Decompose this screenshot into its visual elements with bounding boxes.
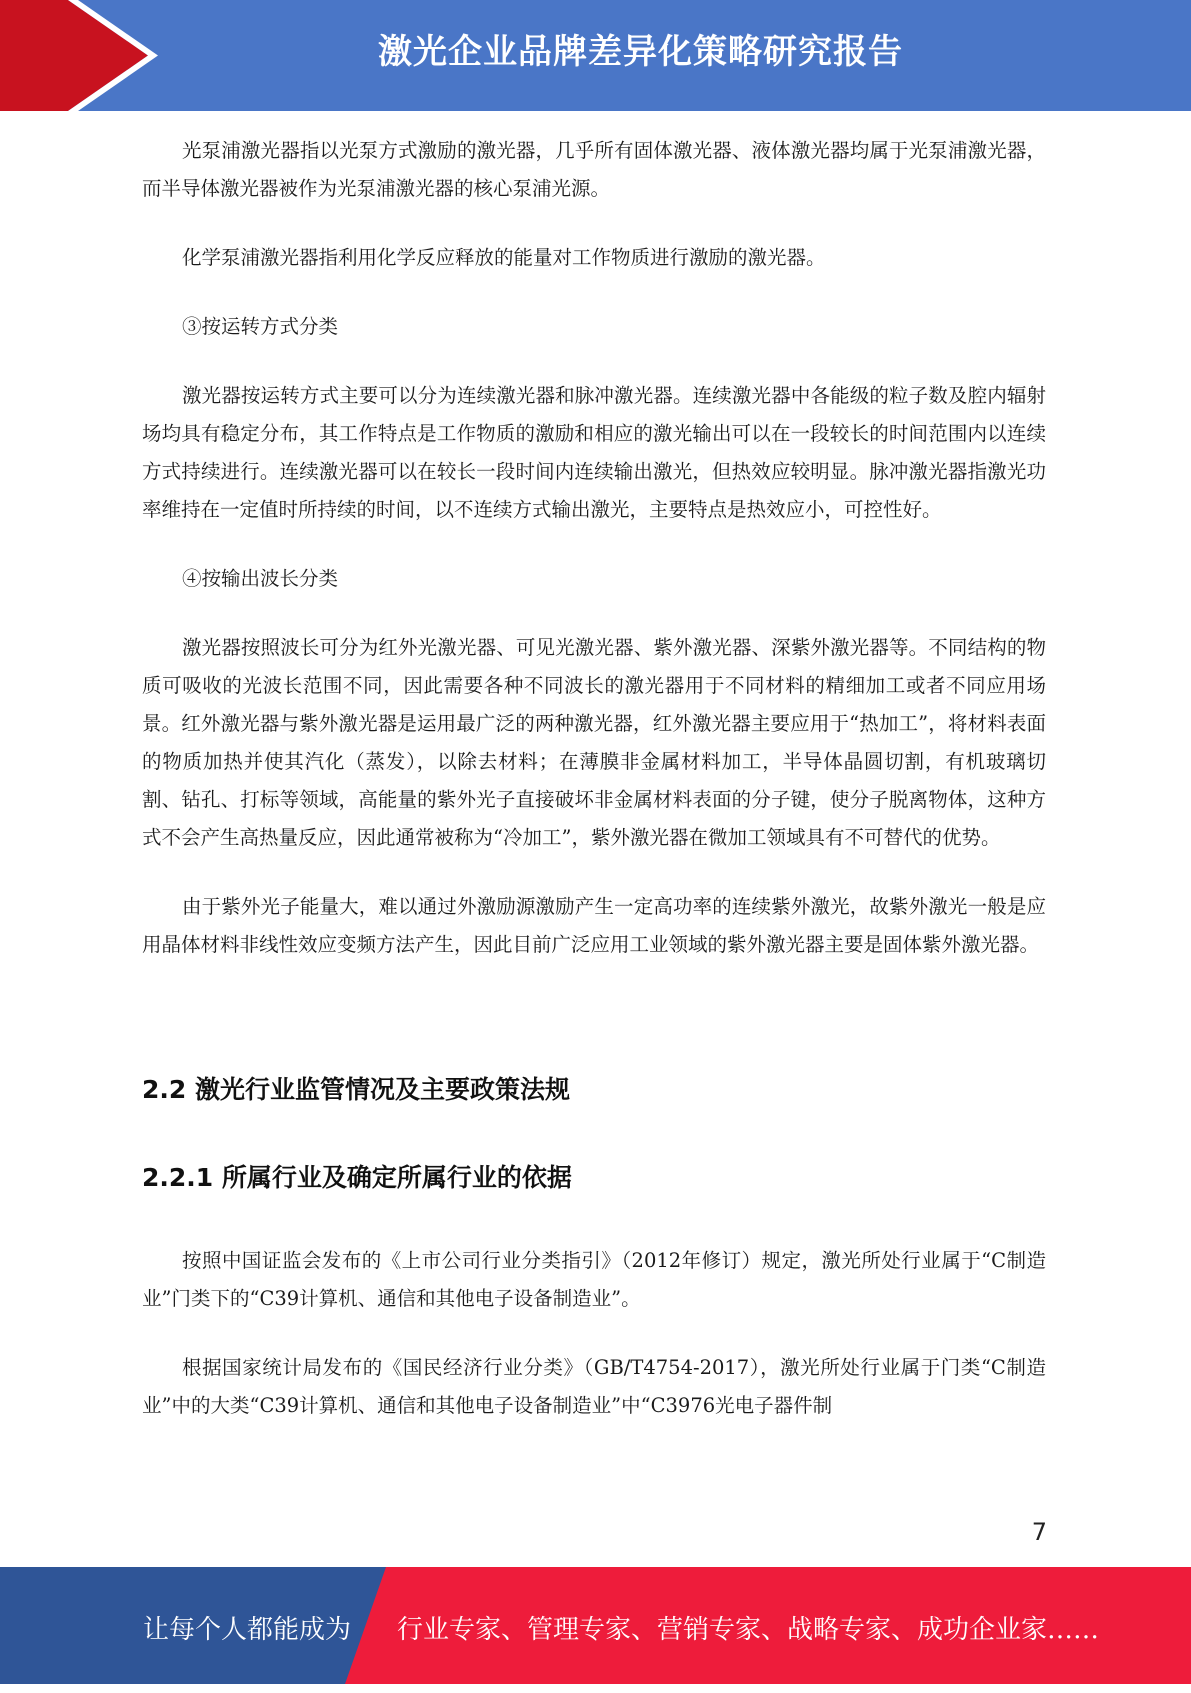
footer-slogan-left: 让每个人都能成为 — [143, 1615, 352, 1645]
page-header — [0, 0, 1191, 111]
footer-slogan-right: 行业专家、管理专家、营销专家、战略专家、成功企业家…… — [397, 1615, 1100, 1645]
list-item-wavelength: ④按输出波长分类 — [182, 567, 339, 590]
header-arrow-decoration — [0, 0, 160, 111]
list-item-operation-mode: ③按运转方式分类 — [182, 315, 339, 338]
paragraph-operation-mode: 激光器按运转方式主要可以分为连续激光器和脉冲激光器。连续激光器中各能级的粒子数及腔内辐射场均具有稳定分布，其工作特点是工作物质的激励和相应的激光输出可以在一段较长的时间范围内以连续方式持续进行。连续激光器可以在较长一段时间内连续输出激光，但热效应较明显。脉冲激光器指激光功率维持在一定值时所持续的时间，以不连续方式输出激光，主要特点是热效应小，可控性好。 — [142, 384, 1046, 521]
report-title: 激光企业品牌差异化策略研究报告 — [378, 32, 903, 72]
paragraph-csrc-classification: 按照中国证监会发布的《上市公司行业分类指引》（2012年修订）规定，激光所处行业属于“C制造业”门类下的“C39计算机、通信和其他电子设备制造业”。 — [142, 1249, 1046, 1310]
paragraph-optical-pumping: 光泵浦激光器指以光泵方式激励的激光器，几乎所有固体激光器、液体激光器均属于光泵浦激光器，而半导体激光器被作为光泵浦激光器的核心泵浦光源。 — [142, 139, 1046, 200]
section-heading-2-2: 2.2 激光行业监管情况及主要政策法规 — [142, 1075, 570, 1104]
paragraph-chemical-pumping: 化学泵浦激光器指利用化学反应释放的能量对工作物质进行激励的激光器。 — [182, 246, 826, 269]
document-body — [142, 132, 1046, 1425]
section-heading-2-2-1: 2.2.1 所属行业及确定所属行业的依据 — [142, 1163, 572, 1192]
paragraph-wavelength: 激光器按照波长可分为红外光激光器、可见光激光器、紫外激光器、深紫外激光器等。不同结构的物质可吸收的光波长范围不同，因此需要各种不同波长的激光器用于不同材料的精细加工或者不同应用场景。红外激光器与紫外激光器是运用最广泛的两种激光器，红外激光器主要应用于“热加工”，将材料表面的物质加热并使其汽化（蒸发），以除去材料；在薄膜非金属材料加工，半导体晶圆切割，有机玻璃切割、钻孔、打标等领域，高能量的紫外光子直接破坏非金属材料表面的分子键，使分子脱离物体，这种方式不会产生高热量反应，因此通常被称为“冷加工”，紫外激光器在微加工领域具有不可替代的优势。 — [142, 636, 1046, 849]
paragraph-national-classification: 根据国家统计局发布的《国民经济行业分类》（GB/T4754-2017），激光所处行业属于门类“C制造业”中的大类“C39计算机、通信和其他电子设备制造业”中“C3976光电子器件制 — [142, 1356, 1046, 1417]
paragraph-uv-laser: 由于紫外光子能量大，难以通过外激励源激励产生一定高功率的连续紫外激光，故紫外激光一般是应用晶体材料非线性效应变频方法产生，因此目前广泛应用工业领域的紫外激光器主要是固体紫外激光器。 — [142, 895, 1046, 956]
page-footer — [0, 1567, 1191, 1684]
page-number: 7 — [1031, 1518, 1047, 1546]
